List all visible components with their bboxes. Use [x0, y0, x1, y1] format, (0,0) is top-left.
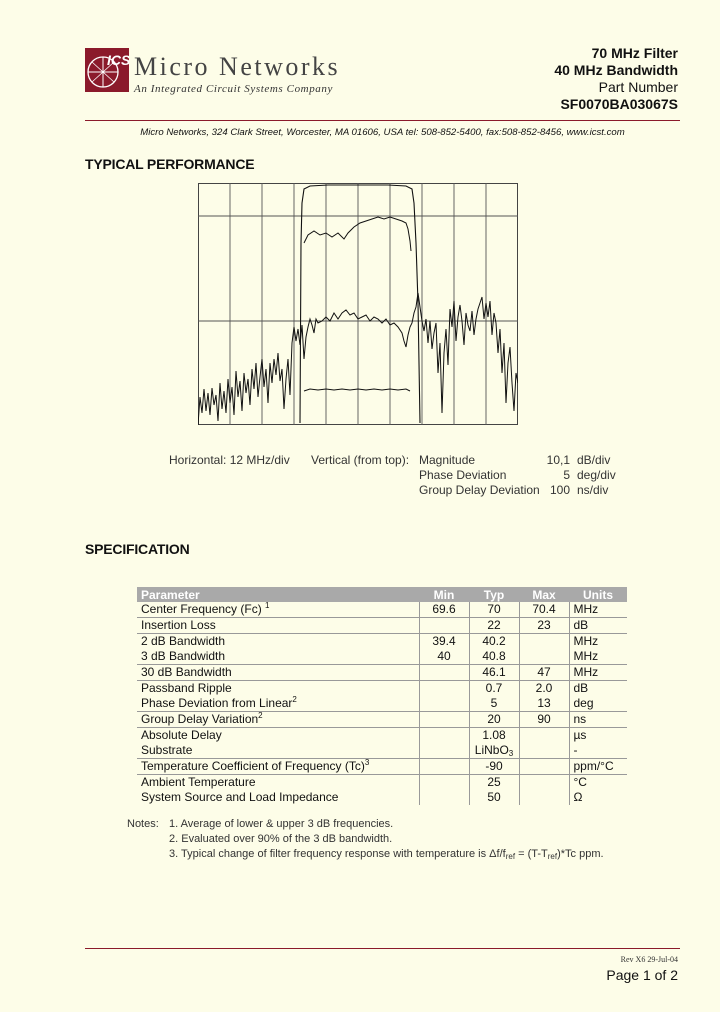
units-cell: MHz	[569, 649, 627, 665]
min-cell	[419, 790, 469, 805]
units-cell: deg	[569, 696, 627, 712]
product-bandwidth: 40 MHz Bandwidth	[554, 62, 678, 78]
logo-text: ICS	[107, 52, 129, 68]
units-cell: dB	[569, 618, 627, 634]
max-cell: 2.0	[519, 681, 569, 697]
min-cell: 40	[419, 649, 469, 665]
param-cell: Group Delay Variation$^2$	[137, 712, 419, 728]
vertical-row-name: Phase Deviation	[419, 468, 507, 482]
column-header: Typ	[469, 587, 519, 602]
typ-cell: 25	[469, 775, 519, 791]
table-row	[137, 712, 627, 728]
typ-cell: 46.1	[469, 665, 519, 681]
note-3: 3. Typical change of filter frequency response with temperature is $\Delta f/f_{ref} = (T-T_{ref})*Tc$ ppm.	[169, 848, 604, 861]
product-title: 70 MHz Filter	[591, 45, 678, 61]
param-cell: 2 dB Bandwidth	[137, 634, 419, 650]
units-cell: dB	[573, 681, 589, 695]
param-cell: Passband Ripple	[137, 681, 419, 697]
part-number-label: Part Number	[598, 79, 678, 95]
company-address: Micro Networks, 324 Clark Street, Worcester, MA 01606, USA tel: 508-852-5400, fax:508-852-8456, www.icst.com	[140, 127, 625, 138]
max-cell	[519, 790, 569, 805]
vertical-row-name: Magnitude	[419, 453, 476, 467]
table-row	[137, 696, 627, 712]
max-cell	[519, 649, 569, 665]
min-cell	[419, 681, 469, 697]
notes-label: Notes:	[127, 818, 159, 830]
max-cell: 13	[519, 696, 569, 712]
min-cell	[419, 618, 469, 634]
min-cell: 69.6	[419, 602, 469, 618]
note-2: 2. Evaluated over 90% of the 3 dB bandwidth.	[169, 833, 393, 845]
table-row	[137, 743, 627, 759]
units-cell: MHz	[569, 665, 627, 681]
page-number: Page 1 of 2	[606, 967, 678, 983]
vertical-row-unit: deg/div	[577, 468, 616, 482]
table-row	[137, 665, 627, 681]
min-cell	[419, 775, 469, 791]
specification-title: SPECIFICATION	[85, 541, 190, 557]
typ-cell: LiNbO$_3$	[469, 743, 519, 759]
units-cell: Ω	[573, 790, 583, 804]
min-cell	[419, 712, 469, 728]
specification-table	[137, 587, 627, 805]
revision-date: Rev X6 29-Jul-04	[620, 955, 678, 964]
table-row	[137, 634, 627, 650]
typ-cell: 20	[469, 712, 519, 728]
typ-cell: 1.08	[469, 728, 519, 744]
vertical-row-value: 10,1	[546, 453, 570, 467]
typ-cell: 50	[469, 790, 519, 805]
units-cell: ppm/°C	[569, 759, 627, 775]
units-cell: MHz	[569, 602, 627, 618]
param-cell: Insertion Loss	[137, 618, 419, 634]
footer-rule	[85, 948, 680, 949]
column-header: Units	[569, 587, 627, 602]
typ-cell: 22	[469, 618, 519, 634]
min-cell	[419, 696, 469, 712]
table-row	[137, 618, 627, 634]
vertical-row-value: 100	[549, 483, 570, 497]
min-cell	[419, 759, 469, 775]
min-cell	[419, 728, 469, 744]
part-number: SF0070BA03067S	[560, 96, 678, 112]
typ-cell: -90	[469, 759, 519, 775]
company-tagline: An Integrated Circuit Systems Company	[134, 83, 333, 95]
group-delay-trace	[304, 217, 411, 251]
vertical-row-unit: ns/div	[577, 483, 609, 497]
vertical-row-name: Group Delay Deviation	[419, 483, 540, 497]
max-cell	[519, 759, 569, 775]
units-cell: MHz	[573, 634, 599, 648]
param-cell: Center Frequency (Fc) $^1$	[137, 602, 419, 618]
performance-plot	[198, 183, 518, 430]
typ-cell: 40.8	[469, 649, 519, 665]
param-cell: 3 dB Bandwidth	[137, 649, 419, 665]
table-header-row	[137, 587, 627, 602]
table-row	[137, 728, 627, 744]
param-cell: System Source and Load Impedance	[137, 790, 419, 805]
vertical-row-value: 5	[563, 468, 570, 482]
table-row	[137, 790, 627, 805]
table-row	[137, 602, 627, 618]
table-row	[137, 649, 627, 665]
param-cell: Temperature Coefficient of Frequency $(Tc)^3$	[137, 759, 419, 775]
note-1: 1. Average of lower & upper 3 dB frequencies.	[169, 818, 394, 830]
param-cell: Phase Deviation from Linear$^2$	[137, 696, 419, 712]
typ-cell: 40.2	[469, 634, 519, 650]
min-cell	[419, 665, 469, 681]
max-cell: 70.4	[519, 602, 569, 618]
max-cell	[519, 634, 569, 650]
max-cell: 23	[519, 618, 569, 634]
header-rule	[85, 120, 680, 121]
typ-cell: 0.7	[469, 681, 519, 697]
param-cell: Ambient Temperature	[137, 775, 419, 791]
param-cell: 30 dB Bandwidth	[137, 665, 419, 681]
units-cell: °C	[573, 775, 587, 789]
units-cell: ns	[569, 712, 627, 728]
typ-cell: 70	[469, 602, 519, 618]
max-cell	[519, 728, 569, 744]
product-title-block	[554, 45, 678, 113]
units-cell: -	[569, 743, 627, 759]
param-cell: Substrate	[137, 743, 419, 759]
company-logo	[85, 48, 129, 92]
column-header: Parameter	[137, 587, 419, 602]
typ-cell: 5	[469, 696, 519, 712]
table-row	[137, 775, 627, 791]
typical-performance-title: TYPICAL PERFORMANCE	[85, 156, 255, 172]
max-cell: 90	[519, 712, 569, 728]
vertical-row-unit: dB/div	[577, 453, 611, 467]
units-cell: µs	[573, 728, 587, 742]
max-cell	[519, 775, 569, 791]
max-cell: 47	[519, 665, 569, 681]
vertical-scale-label: Vertical (from top):	[311, 453, 410, 467]
max-cell	[519, 743, 569, 759]
horizontal-scale: Horizontal: 12 MHz/div	[169, 453, 290, 467]
table-row	[137, 681, 627, 697]
flat-trace	[304, 389, 410, 391]
column-header: Max	[519, 587, 569, 602]
company-name: Micro Networks	[134, 52, 341, 81]
param-cell: Absolute Delay	[137, 728, 419, 744]
table-row	[137, 759, 627, 775]
min-cell	[419, 743, 469, 759]
min-cell: 39.4	[419, 634, 469, 650]
column-header: Min	[419, 587, 469, 602]
